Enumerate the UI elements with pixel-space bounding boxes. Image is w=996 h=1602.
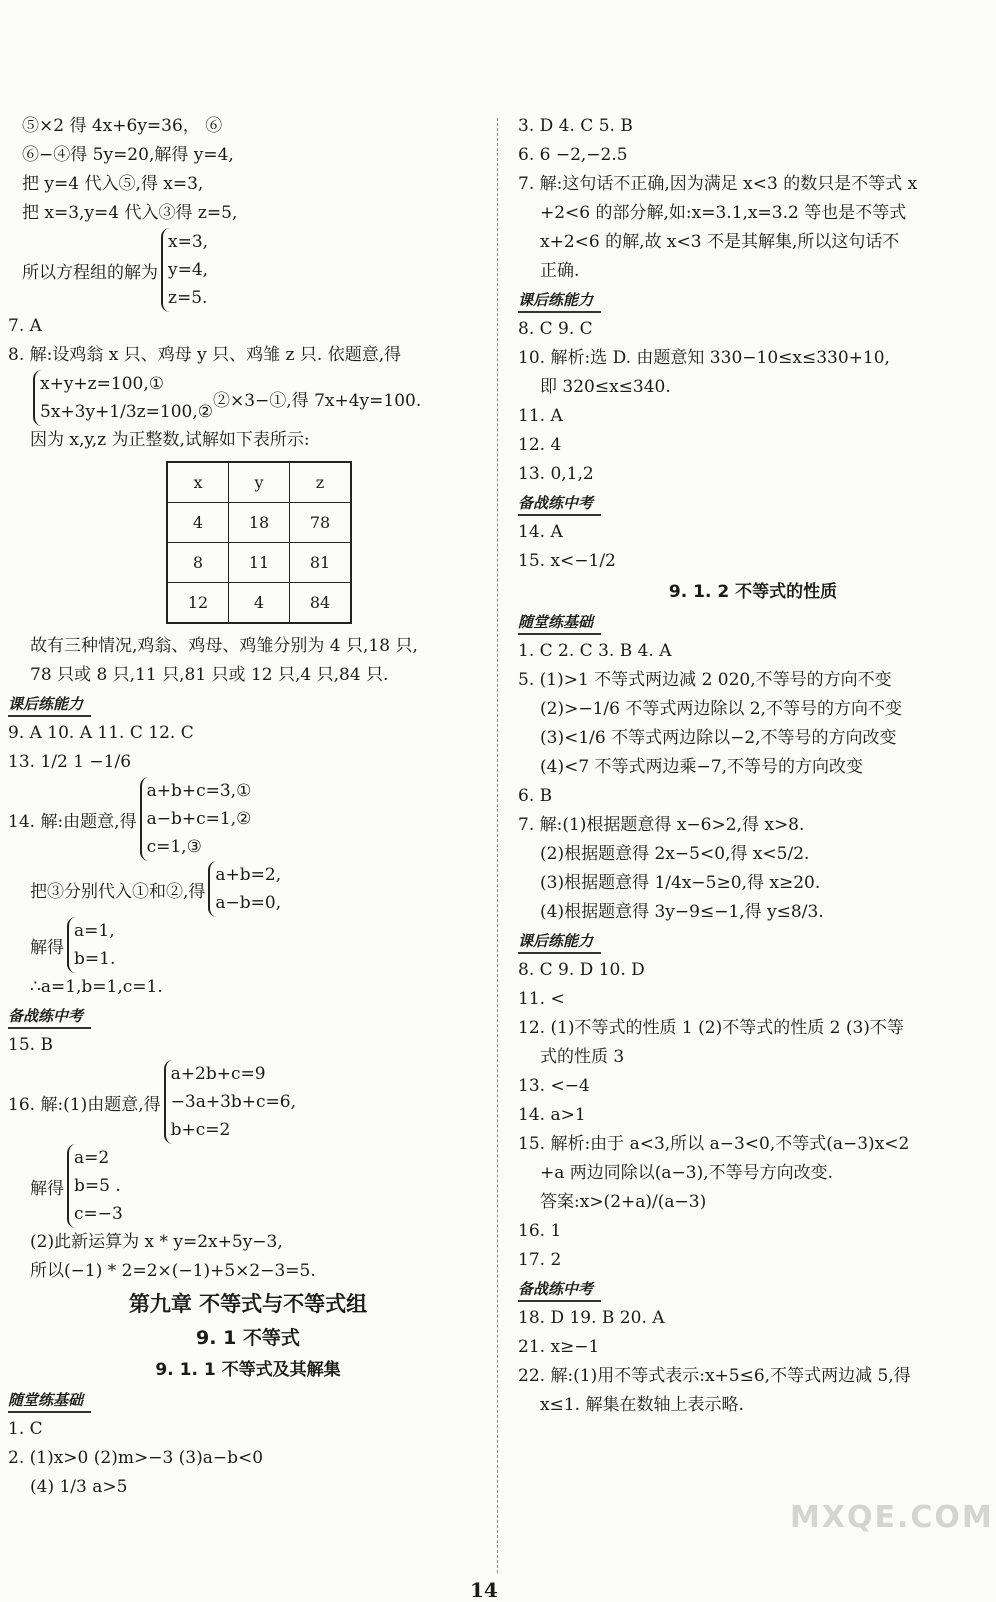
answer-line: 7. A [8,316,42,336]
text-label: 所以方程组的解为 [22,262,158,283]
equation: a+2b+c=9 [170,1064,266,1084]
answer-line: 10. 解析:选 D. 由题意知 330−10≤x≤330+10, [518,348,890,368]
left-column [8,112,488,1502]
solution-table [166,461,352,624]
text-label: 把③分别代入①和②,得 [30,881,206,902]
text-line: 78 只或 8 只,11 只,81 只或 12 只,4 只,84 只. [30,665,389,685]
equation: a−b=0, [215,893,282,913]
answer-line: 8. C 9. C [518,319,593,339]
table-header-row [167,462,351,503]
text-line: ∴a=1,b=1,c=1. [30,977,163,997]
text-line: 正确. [540,261,580,281]
equation: c=1,③ [146,837,202,857]
table-cell: 4 [167,503,229,543]
text-line: (4)<7 不等式两边乘−7,不等号的方向改变 [540,757,864,777]
answer-line: 1. C [8,1419,43,1439]
answer-line: 12. 4 [518,435,562,455]
answer-line: 13. 0,1,2 [518,464,594,484]
text-line: ⑥−④得 5y=20,解得 y=4, [22,145,234,165]
answer-line: 9. A 10. A 11. C 12. C [8,723,194,743]
answer-line: 13. 1/2 1 −1/6 [8,752,132,772]
table-cell: 8 [167,543,229,583]
text-label: 解得 [30,1178,64,1199]
equation: y=4, [168,260,209,280]
equation-system [8,1144,488,1228]
answer-line: 16. 1 [518,1221,562,1241]
section-heading: 备战练中考 [518,1278,601,1302]
equation: c=−3 [74,1204,123,1224]
equation: a=2 [74,1148,110,1168]
answer-line: 1. C 2. C 3. B 4. A [518,641,672,661]
table-header: x [167,462,229,503]
table-cell: 78 [290,503,352,543]
equation: a+b+c=3,① [146,781,252,801]
text-line: 把 x=3,y=4 代入③得 z=5, [22,203,238,223]
answer-line: 6. B [518,786,553,806]
answer-line: 22. 解:(1)用不等式表示:x+5≤6,不等式两边减 5,得 [518,1366,911,1386]
equation-system [8,1060,488,1144]
table-cell: 84 [290,583,352,624]
answer-line: 15. x<−1/2 [518,551,616,571]
answer-line: 3. D 4. C 5. B [518,116,633,136]
equation: b+c=2 [170,1120,231,1140]
equation-system [8,370,488,426]
answer-line: 12. (1)不等式的性质 1 (2)不等式的性质 2 (3)不等 [518,1018,904,1038]
answer-line: 15. B [8,1035,53,1055]
text-line: 答案:x>(2+a)/(a−3) [540,1192,707,1212]
brace-group [164,1060,296,1144]
section-heading: 备战练中考 [8,1005,91,1029]
equation-system [8,861,488,917]
brace-group [33,370,213,426]
answer-line: 8. C 9. D 10. D [518,960,645,980]
answer-line: 2. (1)x>0 (2)m>−3 (3)a−b<0 [8,1448,264,1468]
table-header: y [229,462,290,503]
page-number: 14 [470,1578,498,1602]
text-label: 14. 解:由题意,得 [8,811,137,832]
right-column [518,112,988,1420]
brace-group [67,1144,123,1228]
text-line: (2)此新运算为 x * y=2x+5y−3, [30,1232,283,1252]
table-header: z [290,462,352,503]
equation: b=5 . [74,1176,121,1196]
table-cell: 18 [229,503,290,543]
answer-line: 18. D 19. B 20. A [518,1308,665,1328]
answer-line: 7. 解:(1)根据题意得 x−6>2,得 x>8. [518,815,805,835]
text-label: 解得 [30,937,64,958]
equation: a+b=2, [215,865,282,885]
equation: a−b+c=1,② [146,809,252,829]
brace-group [208,861,281,917]
text-line: ⑤×2 得 4x+6y=36， ⑥ [22,116,223,136]
watermark-logo: MXQE.COM [790,1500,994,1535]
answer-line: 17. 2 [518,1250,562,1270]
answer-line: 8. 解:设鸡翁 x 只、鸡母 y 只、鸡雏 z 只. 依题意,得 [8,345,402,365]
table-row [167,503,351,543]
answer-line: (4) 1/3 a>5 [30,1477,128,1497]
table-cell: 12 [167,583,229,624]
text-line: 即 320≤x≤340. [540,377,671,397]
answer-line: 11. < [518,989,565,1009]
text-line: (3)<1/6 不等式两边除以−2,不等号的方向改变 [540,728,897,748]
answer-line: 7. 解:这句话不正确,因为满足 x<3 的数只是不等式 x [518,174,918,194]
text-line: +a 两边同除以(a−3),不等号方向改变. [540,1163,834,1183]
equation: a=1, [74,921,115,941]
subsection-title: 9. 1. 2 不等式的性质 [668,582,838,602]
section-heading: 课后练能力 [518,289,601,313]
section-heading: 随堂练基础 [518,611,601,635]
text-line: +2<6 的部分解,如:x=3.1,x=3.2 等也是不等式 [540,203,907,223]
answer-line: 15. 解析:由于 a<3,所以 a−3<0,不等式(a−3)x<2 [518,1134,910,1154]
text-line: 因为 x,y,z 为正整数,试解如下表所示: [30,430,310,450]
text-line: 把 y=4 代入⑤,得 x=3, [22,174,204,194]
brace-group [140,777,252,861]
answer-line: 11. A [518,406,563,426]
answer-line: 14. A [518,522,563,542]
text-line: 所以(−1) * 2=2×(−1)+5×2−3=5. [30,1261,316,1281]
section-heading: 课后练能力 [8,693,91,717]
answer-line: 21. x≥−1 [518,1337,600,1357]
text-line: 故有三种情况,鸡翁、鸡母、鸡雏分别为 4 只,18 只, [30,636,418,656]
equation: x+y+z=100,① [40,374,164,394]
answer-line: 5. (1)>1 不等式两边减 2 020,不等号的方向不变 [518,670,892,690]
equation: x=3, [168,232,209,252]
text-line: (2)根据题意得 2x−5<0,得 x<5/2. [540,844,810,864]
section-title: 9. 1 不等式 [196,1327,300,1349]
equation-system [8,228,488,312]
brace-group [67,917,115,973]
text-line: 式的性质 3 [540,1047,625,1067]
text-line: x+2<6 的解,故 x<3 不是其解集,所以这句话不 [540,232,900,252]
subsection-title: 9. 1. 1 不等式及其解集 [155,1360,341,1380]
equation: z=5. [168,288,208,308]
equation-system [8,777,488,861]
chapter-title: 第九章 不等式与不等式组 [128,1292,368,1316]
column-divider [497,118,498,1573]
table-row [167,583,351,624]
table-cell: 11 [229,543,290,583]
text-label: 16. 解:(1)由题意,得 [8,1094,161,1115]
answer-line: 13. <−4 [518,1076,590,1096]
text-line: x≤1. 解集在数轴上表示略. [540,1395,744,1415]
text-line: (2)>−1/6 不等式两边除以 2,不等号的方向不变 [540,699,902,719]
section-heading: 课后练能力 [518,930,601,954]
text-label: ②×3−①,得 7x+4y=100. [212,390,422,411]
table-cell: 81 [290,543,352,583]
brace-group [161,228,208,312]
equation: 5x+3y+1/3z=100,② [40,402,213,422]
section-heading: 随堂练基础 [8,1389,91,1413]
answer-line: 14. a>1 [518,1105,586,1125]
text-line: (4)根据题意得 3y−9≤−1,得 y≤8/3. [540,902,824,922]
equation-system [8,917,488,973]
answer-line: 6. 6 −2,−2.5 [518,145,628,165]
section-heading: 备战练中考 [518,492,601,516]
equation: b=1. [74,949,116,969]
table-cell: 4 [229,583,290,624]
equation: −3a+3b+c=6, [170,1092,297,1112]
table-row [167,543,351,583]
text-line: (3)根据题意得 1/4x−5≥0,得 x≥20. [540,873,821,893]
